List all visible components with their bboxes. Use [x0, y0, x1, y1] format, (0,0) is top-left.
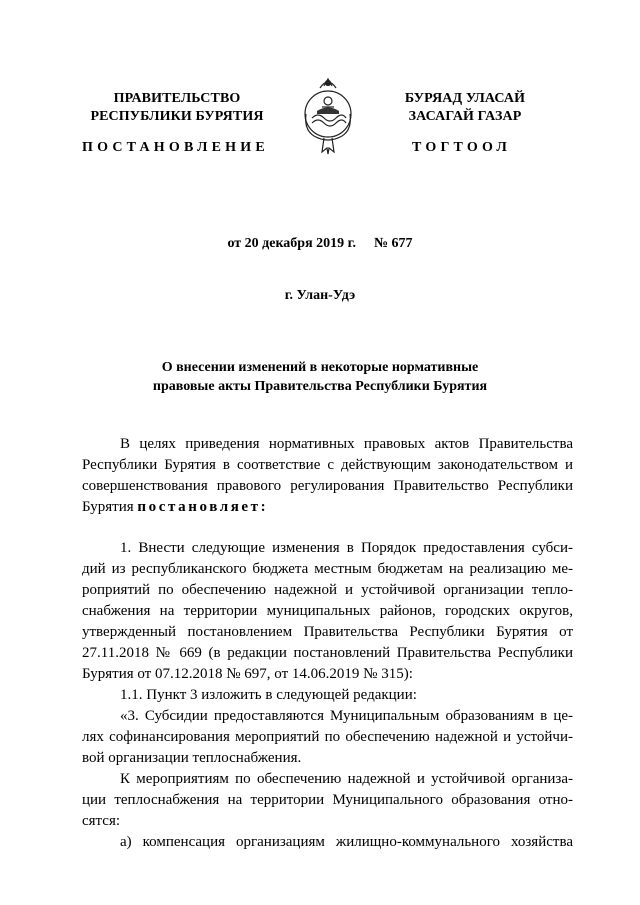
document-type-left: ПОСТАНОВЛЕНИЕ — [82, 140, 269, 155]
body-line-5: утвержденный постановлением Правительства Республики Бурятия от — [82, 624, 573, 640]
body-line-12: К мероприятиям по обеспечению надежной и устойчивой организа- — [120, 771, 573, 787]
header-left-organization — [82, 90, 272, 126]
preamble-line-2: Республики Бурятия в соответствие с действующим законодательством и — [82, 457, 573, 473]
amendments-section — [82, 538, 573, 853]
body-line-9: «3. Субсидии предоставляются Муниципальным образованиям в це- — [120, 708, 573, 724]
title-line-2: правовые акты Правительства Республики Бурятия — [152, 379, 488, 394]
date-and-number — [0, 236, 640, 252]
title-line-1: О внесении изменений в некоторые нормативные — [161, 360, 479, 375]
header-right-line-2: ЗАСАГАЙ ГАЗАР — [408, 109, 522, 124]
body-line-4: снабжения на территории муниципальных районов, городских округов, — [82, 603, 573, 619]
header-right-line-1: БУРЯАД УЛАСАЙ — [404, 91, 526, 106]
body-line-14: сятся: — [82, 813, 121, 829]
header-left-line-1: ПРАВИТЕЛЬСТВО — [113, 91, 241, 106]
document-title — [120, 358, 520, 396]
header-left-line-2: РЕСПУБЛИКИ БУРЯТИЯ — [90, 109, 264, 124]
body-line-15: а) компенсация организациям жилищно-коммунального хозяйства — [120, 834, 573, 850]
preamble-line-4 — [82, 497, 573, 518]
coat-of-arms-icon — [300, 74, 356, 156]
document-number: № 677 — [373, 236, 413, 251]
body-line-11: вой организации теплоснабжения. — [82, 750, 302, 766]
header-right-organization — [380, 90, 550, 126]
document-type-right: ТОГТООЛ — [412, 140, 512, 155]
resolves-word: постановляет: — [137, 499, 269, 515]
preamble-line-4-start: Бурятия — [82, 499, 134, 515]
body-line-10: лях софинансирования мероприятий по обеспечению надежной и устойчи- — [82, 729, 573, 745]
city: г. Улан-Удэ — [284, 288, 356, 303]
document-date: от 20 декабря 2019 г. — [227, 236, 356, 251]
body-line-8: 1.1. Пункт 3 изложить в следующей редакции: — [120, 687, 417, 703]
preamble-line-3: совершенствования правового регулирования Правительство Республики — [82, 478, 573, 494]
body-line-7: Бурятия от 07.12.2018 № 697, от 14.06.2019 № 315): — [82, 666, 413, 682]
body-line-13: ции теплоснабжения на территории Муниципального образования отно- — [82, 792, 573, 808]
preamble-paragraph — [82, 434, 573, 518]
body-line-3: роприятий по обеспечению надежной и устойчивой организации тепло- — [82, 582, 573, 598]
preamble-line-1: В целях приведения нормативных правовых актов Правительства — [120, 436, 573, 452]
body-line-2: дий из республиканского бюджета местным бюджетам на реализацию ме- — [82, 561, 573, 577]
body-line-1: 1. Внести следующие изменения в Порядок предоставления субси- — [120, 540, 573, 556]
body-line-6: 27.11.2018 № 669 (в редакции постановлений Правительства Республики — [82, 645, 573, 661]
